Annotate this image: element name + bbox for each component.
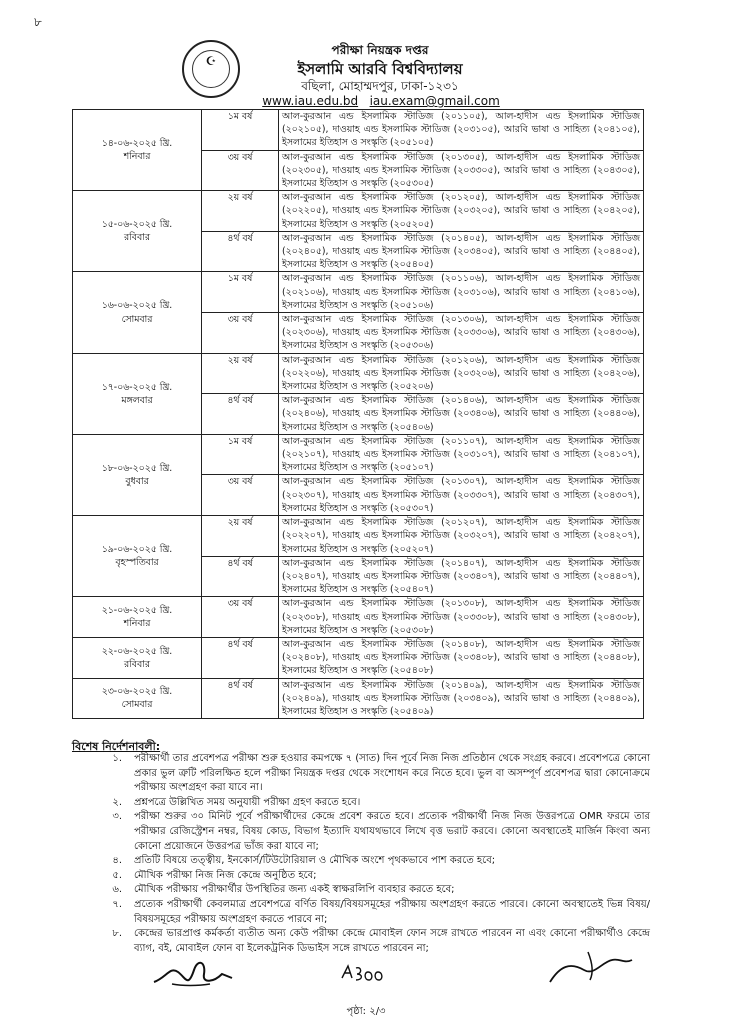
instruction-text: পরীক্ষা শুরুর ৩০ মিনিট পূর্বে পরীক্ষার্থীদের কেন্দ্রে প্রবেশ করতে হবে। প্রত্যেক পরীক্ষার্থী নিজ নিজ উত্তরপত্রে OMR ফরমে তার পরীক্ষার রেজিস্ট্রেশন নম্বর, বিষয় কোড, বিভাগ ইত্যাদি যথাযথভাবে লিখে বৃত্ত ভরাট করবে। কোনো অবস্থাতেই মার্জিন কিংবা অন্য কোনো প্রয়োজনে উত্তরপত্র ভাঁজ করা যাবে না; [134, 811, 650, 852]
instruction-number: ২. [112, 796, 122, 808]
subjects-cell: আল-কুরআন এন্ড ইসলামিক স্টাডিজ (২০১১০৫), আল-হাদীস এন্ড ইসলামিক স্টাডিজ (২০২১০৫), দাওয়াহ এন্ড ইসলামিক স্টাডিজ (২০৩১০৫), আরবি ভাষা ও সাহিত্য (২০৪১০৫), ইসলামের ইতিহাস ও সংস্কৃতি (২০৫১০৫) [279, 110, 644, 151]
instructions-list [72, 752, 650, 956]
website-link[interactable]: www.iau.edu.bd [262, 94, 359, 108]
exam-date: ২২-০৬-২০২৫ খ্রি. [101, 645, 173, 657]
instruction-item [72, 854, 650, 869]
academic-year: ২য় বর্ষ [202, 191, 279, 232]
university-name: ইসলামি আরবি বিশ্ববিদ্যালয় [297, 60, 463, 78]
signature-left [148, 948, 238, 998]
instruction-number: ৫. [112, 869, 122, 881]
subjects-cell: আল-কুরআন এন্ড ইসলামিক স্টাডিজ (২০১৪০৫), আল-হাদীস এন্ড ইসলামিক স্টাডিজ (২০২৪০৫), দাওয়াহ এন্ড ইসলামিক স্টাডিজ (২০৩৪০৫), আরবি ভাষা ও সাহিত্য (২০৪৪০৫), ইসলামের ইতিহাস ও সংস্কৃতি (২০৫৪০৫) [279, 231, 644, 272]
instruction-number: ৩. [112, 811, 122, 823]
academic-year: ৪র্থ বর্ষ [202, 556, 279, 597]
instruction-item [72, 883, 650, 898]
academic-year: ১ম বর্ষ [202, 110, 279, 151]
academic-year: ৪র্থ বর্ষ [202, 678, 279, 719]
subjects-cell: আল-কুরআন এন্ড ইসলামিক স্টাডিজ (২০১২০৭), আল-হাদীস এন্ড ইসলামিক স্টাডিজ (২০২২০৭), দাওয়াহ এন্ড ইসলামিক স্টাডিজ (২০৩২০৭), আরবি ভাষা ও সাহিত্য (২০৪২০৭), ইসলামের ইতিহাস ও সংস্কৃতি (২০৫২০৭) [279, 516, 644, 557]
subjects-cell: আল-কুরআন এন্ড ইসলামিক স্টাডিজ (২০১৪০৮), আল-হাদীস এন্ড ইসলামিক স্টাডিজ (২০২৪০৮), দাওয়াহ এন্ড ইসলামিক স্টাডিজ (২০৩৪০৮), আরবি ভাষা ও সাহিত্য (২০৪৪০৮), ইসলামের ইতিহাস ও সংস্কৃতি (২০৫৪০৮) [279, 637, 644, 678]
exam-weekday: সোমবার [121, 699, 153, 711]
subjects-cell: আল-কুরআন এন্ড ইসলামিক স্টাডিজ (২০১২০৫), আল-হাদীস এন্ড ইসলামিক স্টাডিজ (২০২২০৫), দাওয়াহ এন্ড ইসলামিক স্টাডিজ (২০৩২০৫), আরবি ভাষা ও সাহিত্য (২০৪২০৫), ইসলামের ইতিহাস ও সংস্কৃতি (২০৫২০৫) [279, 191, 644, 232]
instructions-title: বিশেষ নির্দেশনাবলী: [72, 740, 161, 753]
instruction-text: প্রশ্নপত্রে উল্লিখিত সময় অনুযায়ী পরীক্ষা গ্রহণ করতে হবে। [134, 796, 361, 808]
instruction-text: প্রতিটি বিষয়ে তত্ত্বীয়, ইনকোর্স/টিউটোরিয়াল ও মৌখিক অংশে পৃথকভাবে পাশ করতে হবে; [134, 855, 496, 867]
exam-date: ২৩-০৬-২০২৫ খ্রি. [101, 686, 173, 698]
exam-date: ১৭-০৬-২০২৫ খ্রি. [101, 381, 173, 393]
schedule-row [73, 516, 644, 557]
exam-weekday: সোমবার [121, 313, 153, 325]
schedule-row [73, 597, 644, 638]
instruction-item [72, 898, 650, 927]
signature-middle [338, 962, 388, 984]
exam-date-cell [73, 678, 202, 719]
exam-date-cell [73, 637, 202, 678]
subjects-cell: আল-কুরআন এন্ড ইসলামিক স্টাডিজ (২০১৪০৬), আল-হাদীস এন্ড ইসলামিক স্টাডিজ (২০২৪০৬), দাওয়াহ এন্ড ইসলামিক স্টাডিজ (২০৩৪০৬), আরবি ভাষা ও সাহিত্য (২০৪৪০৬), ইসলামের ইতিহাস ও সংস্কৃতি (২০৫৪০৬) [279, 394, 644, 435]
schedule-row [73, 434, 644, 475]
exam-date: ১৪-০৬-২০২৫ খ্রি. [101, 137, 173, 149]
subjects-cell: আল-কুরআন এন্ড ইসলামিক স্টাডিজ (২০১১০৭), আল-হাদীস এন্ড ইসলামিক স্টাডিজ (২০২১০৭), দাওয়াহ এন্ড ইসলামিক স্টাডিজ (২০৩১০৭), আরবি ভাষা ও সাহিত্য (২০৪১০৭), ইসলামের ইতিহাস ও সংস্কৃতি (২০৫১০৭) [279, 434, 644, 475]
schedule-row [73, 272, 644, 313]
subjects-cell: আল-কুরআন এন্ড ইসলামিক স্টাডিজ (২০১৪০৭), আল-হাদীস এন্ড ইসলামিক স্টাডিজ (২০২৪০৭), দাওয়াহ এন্ড ইসলামিক স্টাডিজ (২০৩৪০৭), আরবি ভাষা ও সাহিত্য (২০৪৪০৭), ইসলামের ইতিহাস ও সংস্কৃতি (২০৫৪০৭) [279, 556, 644, 597]
exam-date: ১৬-০৬-২০২৫ খ্রি. [101, 300, 173, 312]
academic-year: ২য় বর্ষ [202, 353, 279, 394]
instruction-item [72, 796, 650, 811]
logo-glyph: ☪ [205, 54, 217, 68]
exam-schedule-table [72, 109, 644, 719]
exam-weekday: শনিবার [123, 151, 151, 163]
academic-year: ১ম বর্ষ [202, 272, 279, 313]
exam-date-cell [73, 434, 202, 515]
subjects-cell: আল-কুরআন এন্ড ইসলামিক স্টাডিজ (২০১৩০৮), আল-হাদীস এন্ড ইসলামিক স্টাডিজ (২০২৩০৮), দাওয়াহ এন্ড ইসলামিক স্টাডিজ (২০৩৩০৮), আরবি ভাষা ও সাহিত্য (২০৪৩০৮), ইসলামের ইতিহাস ও সংস্কৃতি (২০৫৩০৮) [279, 597, 644, 638]
instruction-text: মৌখিক পরীক্ষায় পরীক্ষার্থীর উপস্থিতির জন্য একই স্বাক্ষরলিপি ব্যবহার করতে হবে; [134, 884, 455, 896]
academic-year: ৪র্থ বর্ষ [202, 231, 279, 272]
schedule-row [73, 110, 644, 151]
exam-weekday: রবিবার [124, 232, 150, 244]
instruction-number: ৪. [112, 855, 122, 867]
academic-year: ২য় বর্ষ [202, 516, 279, 557]
schedule-row [73, 678, 644, 719]
academic-year: ৪র্থ বর্ষ [202, 394, 279, 435]
academic-year: ৩য় বর্ষ [202, 597, 279, 638]
instruction-item [72, 752, 650, 796]
instruction-text: মৌখিক পরীক্ষা নিজ নিজ কেন্দ্রে অনুষ্ঠিত হবে; [134, 869, 317, 881]
exam-date: ১৮-০৬-২০২৫ খ্রি. [101, 462, 173, 474]
exam-date-cell [73, 110, 202, 191]
page-corner-mark: ৮ [34, 15, 42, 29]
exam-date-cell [73, 272, 202, 353]
schedule-row [73, 637, 644, 678]
signature-right [540, 942, 640, 990]
university-address: বছিলা, মোহাম্মদপুর, ঢাকা-১২৩১ [301, 79, 459, 93]
schedule-row [73, 353, 644, 394]
subjects-cell: আল-কুরআন এন্ড ইসলামিক স্টাডিজ (২০১৩০৭), আল-হাদীস এন্ড ইসলামিক স্টাডিজ (২০২৩০৭), দাওয়াহ এন্ড ইসলামিক স্টাডিজ (২০৩৩০৭), আরবি ভাষা ও সাহিত্য (২০৪৩০৭), ইসলামের ইতিহাস ও সংস্কৃতি (২০৫৩০৭) [279, 475, 644, 516]
office-name: পরীক্ষা নিয়ন্ত্রক দপ্তর [331, 43, 429, 57]
email-link[interactable]: iau.exam@gmail.com [369, 94, 500, 108]
exam-date-cell [73, 191, 202, 272]
exam-date: ১৯-০৬-২০২৫ খ্রি. [101, 544, 173, 555]
instruction-item [72, 810, 650, 854]
university-logo [182, 40, 240, 98]
instruction-item [72, 869, 650, 884]
instruction-number: ৮. [112, 928, 122, 940]
exam-weekday: রবিবার [124, 658, 150, 670]
exam-weekday: শনিবার [123, 618, 151, 630]
subjects-cell: আল-কুরআন এন্ড ইসলামিক স্টাডিজ (২০১৩০৫), আল-হাদীস এন্ড ইসলামিক স্টাডিজ (২০২৩০৫), দাওয়াহ এন্ড ইসলামিক স্টাডিজ (২০৩৩০৫), আরবি ভাষা ও সাহিত্য (২০৪৩০৫), ইসলামের ইতিহাস ও সংস্কৃতি (২০৫৩০৫) [279, 150, 644, 191]
exam-weekday: মঙ্গলবার [121, 394, 153, 406]
instruction-number: ৭. [112, 898, 122, 910]
instruction-text: পরীক্ষার্থী তার প্রবেশপত্র পরীক্ষা শুরু হওয়ার কমপক্ষে ৭ (সাত) দিন পূর্বে নিজ নিজ প্রতিষ্ঠান থেকে সংগ্রহ করবে। প্রবেশপত্রে কোনো প্রকার ভুল ত্রুটি পরিলক্ষিত হলে পরীক্ষা নিয়ন্ত্রক দপ্তর থেকে সংশোধন করে নিতে হবে। ভুল বা অসম্পূর্ণ প্রবেশপত্র দ্বারা কোনোক্রমে পরীক্ষায় অংশগ্রহণ করা যাবে না। [134, 753, 650, 794]
academic-year: ১ম বর্ষ [202, 434, 279, 475]
schedule-row [73, 191, 644, 232]
academic-year: ৩য় বর্ষ [202, 313, 279, 354]
academic-year: ৩য় বর্ষ [202, 150, 279, 191]
exam-date-cell [73, 597, 202, 638]
subjects-cell: আল-কুরআন এন্ড ইসলামিক স্টাডিজ (২০১১০৬), আল-হাদীস এন্ড ইসলামিক স্টাডিজ (২০২১০৬), দাওয়াহ এন্ড ইসলামিক স্টাডিজ (২০৩১০৬), আরবি ভাষা ও সাহিত্য (২০৪১০৬), ইসলামের ইতিহাস ও সংস্কৃতি (২০৫১০৬) [279, 272, 644, 313]
academic-year: ৩য় বর্ষ [202, 475, 279, 516]
exam-weekday: বুধবার [125, 475, 149, 487]
exam-date: ২১-০৬-২০২৫ খ্রি. [101, 604, 173, 616]
exam-date-cell [73, 516, 202, 597]
instruction-text: কেন্দ্রের ভারপ্রাপ্ত কর্মকর্তা ব্যতীত অন্য কেউ পরীক্ষা কেন্দ্রে মোবাইল ফোন সঙ্গে রাখতে পারবেন না এবং কোনো পরীক্ষার্থীও কেন্দ্রে ব্যাগ, বই, মোবাইল ফোন বা ইলেকট্রনিক ডিভাইস সঙ্গে রাখতে পারবেন না; [134, 928, 650, 954]
subjects-cell: আল-কুরআন এন্ড ইসলামিক স্টাডিজ (২০১৩০৬), আল-হাদীস এন্ড ইসলামিক স্টাডিজ (২০২৩০৬), দাওয়াহ এন্ড ইসলামিক স্টাডিজ (২০৩৩০৬), আরবি ভাষা ও সাহিত্য (২০৪৩০৬), ইসলামের ইতিহাস ও সংস্কৃতি (২০৫৩০৬) [279, 313, 644, 354]
exam-date-cell [73, 353, 202, 434]
subjects-cell: আল-কুরআন এন্ড ইসলামিক স্টাডিজ (২০১৪০৯), আল-হাদীস এন্ড ইসলামিক স্টাডিজ (২০২৪০৯), দাওয়াহ এন্ড ইসলামিক স্টাডিজ (২০৩৪০৯), আরবি ভাষা ও সাহিত্য (২০৪৪০৯), ইসলামের ইতিহাস ও সংস্কৃতি (২০৫৪০৯) [279, 678, 644, 719]
exam-date: ১৫-০৬-২০২৫ খ্রি. [101, 219, 173, 231]
instruction-number: ১. [112, 753, 122, 764]
exam-weekday: বৃহস্পতিবার [115, 557, 159, 569]
instruction-text: প্রত্যেক পরীক্ষার্থী কেবলমাত্র প্রবেশপত্রে বর্ণিত বিষয়/বিষয়সমূহের পরীক্ষায় অংশগ্রহণ করতে পারবে। কোনো অবস্থাতেই ভিন্ন বিষয়/বিষয়সমূহের পরীক্ষায় অংশগ্রহণ করতে পারবে না; [134, 898, 650, 925]
instruction-number: ৬. [112, 884, 122, 896]
academic-year: ৪র্থ বর্ষ [202, 637, 279, 678]
page-number: পৃষ্ঠা: ২/৩ [346, 1006, 386, 1017]
subjects-cell: আল-কুরআন এন্ড ইসলামিক স্টাডিজ (২০১২০৬), আল-হাদীস এন্ড ইসলামিক স্টাডিজ (২০২২০৬), দাওয়াহ এন্ড ইসলামিক স্টাডিজ (২০৩২০৬), আরবি ভাষা ও সাহিত্য (২০৪২০৬), ইসলামের ইতিহাস ও সংস্কৃতি (২০৫২০৬) [279, 353, 644, 394]
contact-line [246, 94, 516, 108]
